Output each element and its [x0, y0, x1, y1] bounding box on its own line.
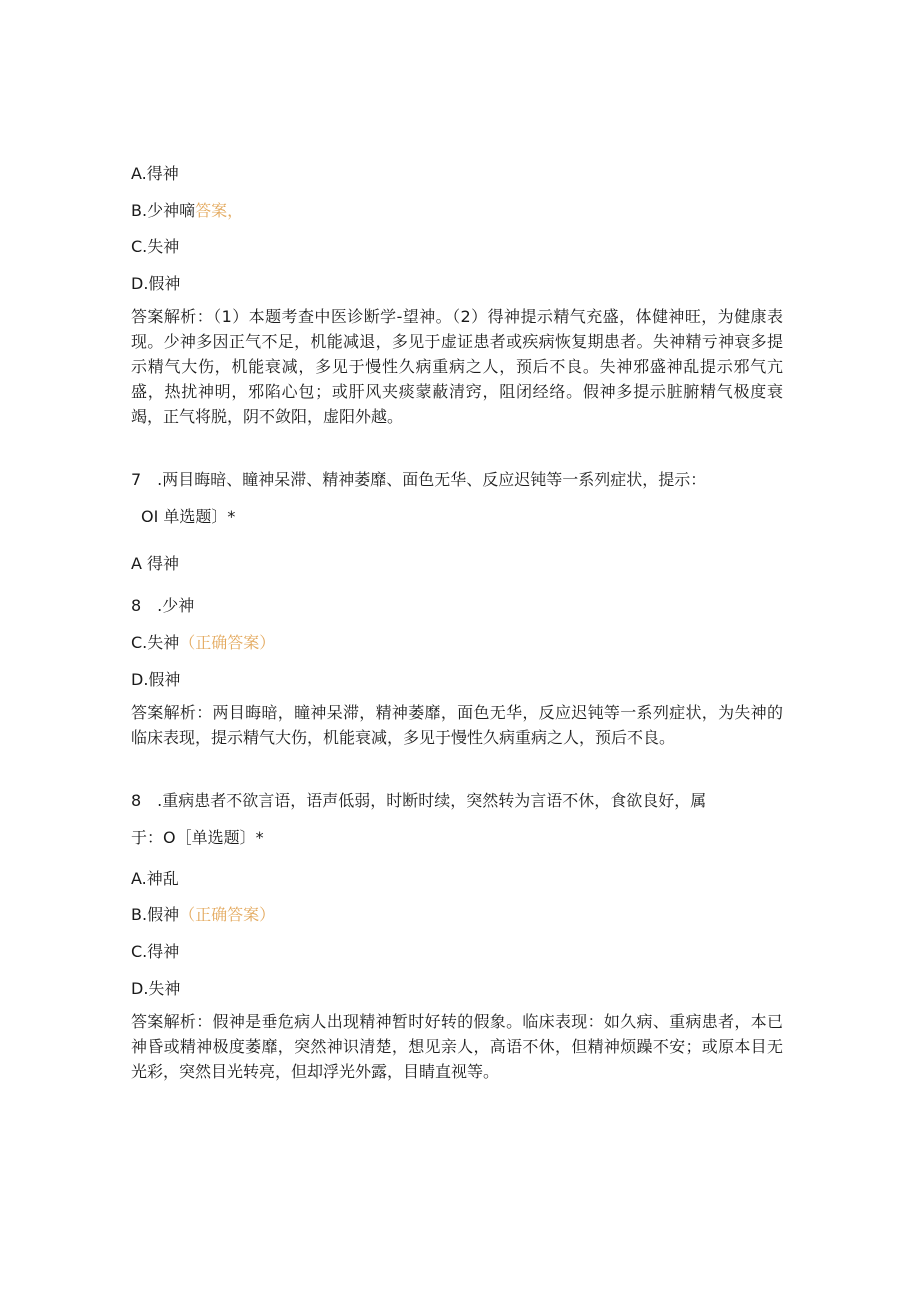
q7-option-b: 8 .少神 — [131, 596, 195, 615]
q6-option-a — [131, 164, 179, 184]
q6-option-c-text: C.失神 — [131, 237, 180, 256]
q7-stem: 7 .两目晦暗、瞳神呆滞、精神萎靡、面色无华、反应迟钝等一系列症状，提示： — [131, 470, 707, 489]
q8-explanation: 答案解析：假神是垂危病人出现精神暂时好转的假象。临床表现：如久病、重病患者，本已神昏或精神极度萎靡，突然神识清楚，想见亲人，高语不休，但精神烦躁不安；或原本目无光彩，突然目光转亮，但却浮光外露，目睛直视等。 — [131, 1012, 783, 1081]
q8-stem-line1: 8 .重病患者不欲言语，语声低弱，时断时续，突然转为言语不休，食欲良好，属 — [131, 791, 707, 810]
q6-option-d — [131, 274, 180, 294]
q7-option-c-text: C.失神 — [131, 633, 180, 652]
q7-explanation: 答案解析：两目晦暗，瞳神呆滞，精神萎靡，面色无华，反应迟钝等一系列症状，为失神的临床表现，提示精气大伤，机能衰减，多见于慢性久病重病之人，预后不良。 — [131, 703, 783, 747]
q8-stem-line2: 于：O［单选题〕* — [131, 828, 264, 847]
q8-option-b-answer-mark: （正确答案） — [179, 905, 276, 924]
q7-option-c — [131, 633, 275, 653]
q8-option-b — [131, 905, 275, 925]
q7-option-d: D.假神 — [131, 670, 181, 689]
q8-option-d: D.失神 — [131, 979, 181, 998]
q8-option-a: A.神乱 — [131, 869, 179, 888]
q6-option-b-text: B.少神嘀 — [131, 201, 196, 220]
q6-option-d-text: D.假神 — [131, 274, 181, 293]
q8-option-b-text: B.假神 — [131, 905, 180, 924]
q6-explanation: 答案解析：（1）本题考查中医诊断学-望神。（2）得神提示精气充盛，体健神旺，为健康表现。少神多因正气不足，机能减退，多见于虚证患者或疾病恢复期患者。失神精亏神衰多提示精气大伤，机能衰减，多见于慢性久病重病之人，预后不良。失神邪盛神乱提示邪气亢盛，热扰神明，邪陷心包；或肝风夹痰蒙蔽清窍，阻闭经络。假神多提示脏腑精气极度衰竭，正气将脱，阴不敛阳，虚阳外越。 — [131, 307, 783, 426]
q6-option-c — [131, 237, 179, 257]
q7-question-type: OI 单选题〕* — [141, 507, 236, 526]
q8-option-c: C.得神 — [131, 942, 180, 961]
q6-option-a-text: A.得神 — [131, 164, 179, 183]
q7-option-a: A 得神 — [131, 554, 180, 573]
q6-option-b — [131, 201, 243, 221]
q6-option-b-answer-mark: 答案， — [195, 201, 244, 220]
q7-option-c-answer-mark: （正确答案） — [179, 633, 276, 652]
